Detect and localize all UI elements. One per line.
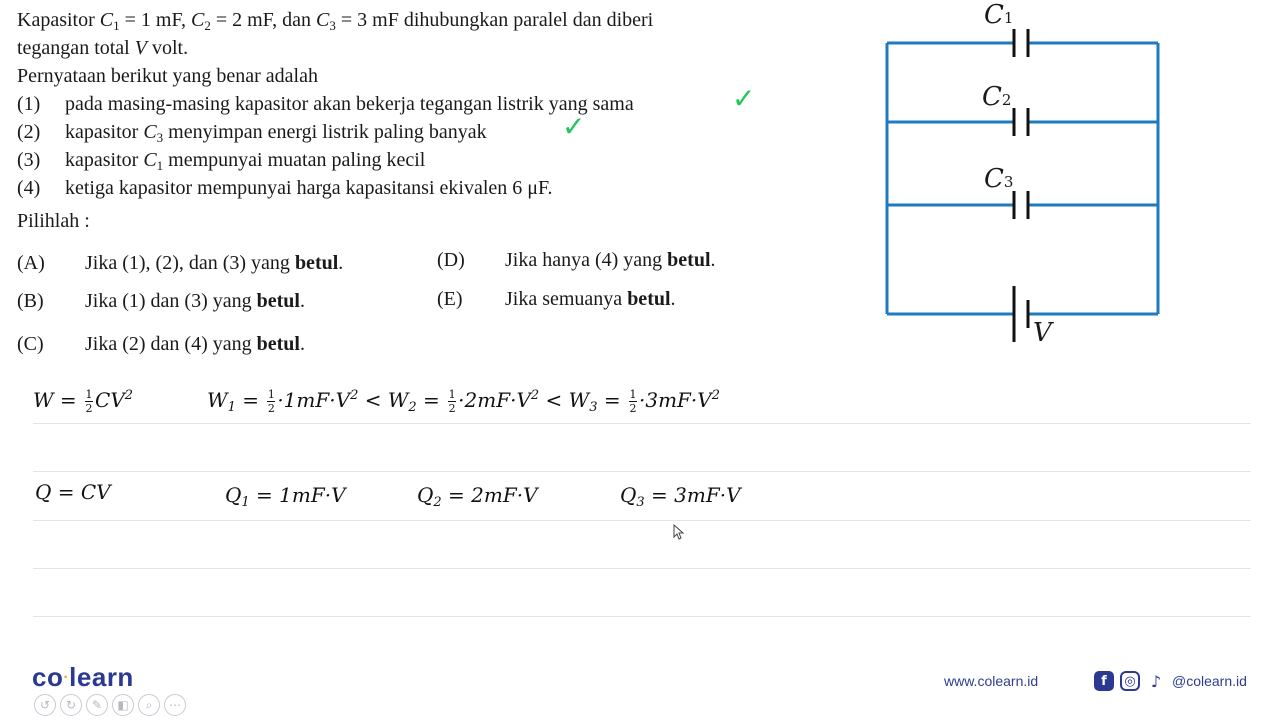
question-line-2: tegangan total V volt. xyxy=(17,37,189,59)
label-c2: C2 xyxy=(982,82,1012,112)
website-link[interactable]: www.colearn.id xyxy=(944,673,1039,689)
statement-2: (2) kapasitor $C_3$ menyimpan energi listrik paling banyak xyxy=(17,121,487,145)
label-c3: C3 xyxy=(984,164,1014,194)
undo-icon[interactable]: ↺ xyxy=(34,694,56,716)
capacitor-c1-symbol xyxy=(1014,29,1028,57)
energy-comparison: $W_1$ = $\frac{1}{2}$ $\cdot 1mF\cdot V^2 < W_2$ = $\frac{1}{2}$ $\cdot 2mF\cdot V^2 < W_3$ = $\frac{1}{2}$ $\cdot 3mF\cdot V^2$ xyxy=(207,388,720,415)
charge-formula: Q = CV xyxy=(35,480,111,504)
option-c[interactable]: (C) Jika (2) dan (4) yang betul. xyxy=(17,333,305,355)
charge-q3: $Q_3 = 3mF\cdot V$ xyxy=(620,483,741,510)
mouse-cursor-icon xyxy=(673,524,685,540)
social-handle[interactable]: @colearn.id xyxy=(1172,673,1247,689)
player-controls xyxy=(34,694,190,716)
colearn-logo: co·learn xyxy=(32,662,134,692)
option-e[interactable]: (E) Jika semuanya betul. xyxy=(437,288,676,310)
notebook-rule xyxy=(33,568,1251,569)
charge-q1: $Q_1 = 1mF\cdot V$ xyxy=(225,483,346,510)
circuit-wires xyxy=(887,43,1158,314)
facebook-icon[interactable]: f xyxy=(1094,671,1114,691)
pilihlah-label: Pilihlah : xyxy=(17,210,90,232)
eraser-icon[interactable]: ◧ xyxy=(112,694,134,716)
charge-q2: $Q_2 = 2mF\cdot V$ xyxy=(417,483,538,510)
option-b[interactable]: (B) Jika (1) dan (3) yang betul. xyxy=(17,290,305,312)
notebook-rule xyxy=(33,520,1251,521)
label-v: V xyxy=(1033,318,1052,348)
statement-3: (3) kapasitor $C_1$ mempunyai muatan paling kecil xyxy=(17,149,426,173)
question-line-1: Kapasitor $C_1 = 1$ mF, $C_2 = 2$ mF, dan $C_3 = 3$ mF dihubungkan paralel dan diberi xyxy=(17,9,654,33)
energy-formula: W = $\frac{1}{2}$ $CV^2$ xyxy=(33,388,134,415)
check-mark-icon: ✓ xyxy=(732,82,756,115)
label-c1: C1 xyxy=(984,0,1014,30)
tiktok-icon[interactable]: ♪ xyxy=(1150,671,1162,691)
battery-symbol xyxy=(1014,286,1028,342)
social-links xyxy=(1094,671,1247,691)
notebook-rule xyxy=(33,423,1251,424)
statement-4: (4) ketiga kapasitor mempunyai harga kapasitansi ekivalen 6 μF. xyxy=(17,177,553,199)
more-icon[interactable]: ⋯ xyxy=(164,694,186,716)
statement-1: (1) pada masing-masing kapasitor akan bekerja tegangan listrik yang sama xyxy=(17,93,634,115)
option-d[interactable]: (D) Jika hanya (4) yang betul. xyxy=(437,249,716,271)
capacitor-c2-symbol xyxy=(1014,108,1028,136)
pen-icon[interactable]: ✎ xyxy=(86,694,108,716)
notebook-rule xyxy=(33,616,1251,617)
instagram-icon[interactable]: ◎ xyxy=(1120,671,1140,691)
question-prompt: Pernyataan berikut yang benar adalah xyxy=(17,65,318,87)
zoom-icon[interactable]: ⌕ xyxy=(138,694,160,716)
notebook-rule xyxy=(33,471,1251,472)
capacitor-c3-symbol xyxy=(1014,191,1028,219)
option-a[interactable]: (A) Jika (1), (2), dan (3) yang betul. xyxy=(17,252,344,274)
check-mark-icon: ✓ xyxy=(562,110,586,143)
parallel-capacitor-circuit xyxy=(870,0,1180,360)
redo-icon[interactable]: ↻ xyxy=(60,694,82,716)
